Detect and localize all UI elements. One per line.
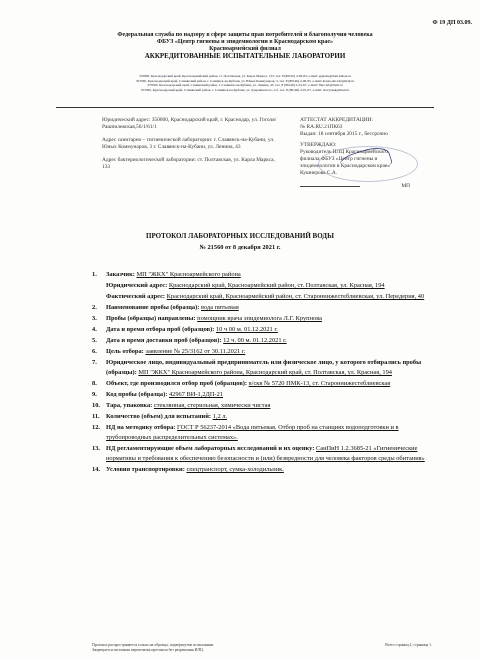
item-number: 7. — [92, 359, 97, 366]
item-value: помощник врача эпидемиолога Л.Г. Крупнова — [197, 315, 322, 322]
item-value: 12 ч. 00 м. 01.12.2021 г. — [223, 337, 287, 344]
item-label: Условия транспортировки: — [106, 466, 185, 473]
address-line: 353560, Краснодарский край, Славянский район, г. Славянск-на-Кубани, ул. Ленина, 43, тел. 8 (86146) 2-33-67, e-mail: fbuz-lab@mail.ru — [147, 83, 343, 88]
approve-label: УТВЕРЖДАЮ: — [300, 142, 337, 148]
bacterio-lab-address: Адрес бактериологической лаборатории: ст. Полтавская, ул. Карла Маркса, 133 — [102, 157, 275, 170]
item-label: Объект, где производился отбор проб (образцов): — [106, 380, 248, 387]
attestat-issued: Выдан: 18 сентября 2015 г., бессрочно — [300, 131, 388, 137]
list-item — [92, 303, 432, 313]
page-counter: Всего страниц 2; страница 1. — [385, 643, 432, 647]
list-item — [92, 379, 432, 389]
list-item — [92, 336, 432, 346]
org-line-1: Федеральная служба по надзору в сфере защиты прав потребителей и благополучия человека — [117, 32, 373, 38]
page-footer — [92, 643, 432, 653]
item-number: 5. — [92, 337, 97, 344]
list-item — [92, 423, 432, 443]
item-value: в/скв № 5720 ПМК-13, ст. Староннижестеблиевская — [248, 380, 391, 387]
footer-line-1: Протокол распространяется только на образцы, подвергнутые испытаниям. — [92, 643, 214, 647]
address-line: 353800, Краснодарский край, Красноармейский район, ст. Полтавская, ул. Карла Маркса, 133, тел. 8 (86165) 4-09-83, e-mail: gsjasnu@mail.kuban.ru — [139, 74, 351, 78]
approver-name: Кушнерова С.А. — [300, 170, 338, 176]
list-item — [92, 412, 432, 422]
header-divider — [56, 107, 434, 108]
list-item — [92, 292, 432, 302]
item-number: 6. — [92, 348, 97, 355]
item-value: спецтранспорт, сумка-холодильник. — [186, 466, 284, 473]
list-item — [92, 314, 432, 324]
protocol-title: ПРОТОКОЛ ЛАБОРАТОРНЫХ ИССЛЕДОВАНИЙ ВОДЫ — [146, 232, 334, 240]
item-value: 10 ч 00 м. 01.12.2021 г. — [215, 326, 278, 333]
item-number: 8. — [92, 380, 97, 387]
item-label: Юридическое лицо, индивидуальный предприниматель или физическое лицо, у которого отбирались пробы (образцы): — [106, 359, 422, 376]
list-item — [92, 444, 432, 464]
signature-line — [300, 186, 360, 187]
item-number: 4. — [92, 326, 97, 333]
item-value: 42967 ВИ-1,2ДП-21 — [168, 391, 224, 398]
item-label: Количество (объем) для испытаний: — [106, 413, 212, 420]
item-label: Тара, упаковка: — [106, 402, 153, 409]
item-label: Дата и время отбора проб (образцов): — [106, 326, 215, 333]
item-value: СанПиН 1.2.3685-21 «Гигиенические нормативы и требования к обеспечению безопасности и (или) безвредности для человека факторов среды обитания» — [106, 445, 425, 462]
item-label: Цель отбора: — [106, 348, 144, 355]
item-number: 10. — [92, 402, 100, 409]
approver-line: филиала ФБУЗ «Центр гигиены и — [300, 156, 378, 162]
org-line-3: Красноармейский филиал — [209, 46, 281, 52]
mp-label: МП — [401, 183, 411, 189]
item-number: 3. — [92, 315, 97, 322]
item-label: Фактический адрес: — [106, 293, 166, 300]
org-line-4: АККРЕДИТОВАННЫЕ ИСПЫТАТЕЛЬНЫЕ ЛАБОРАТОРИИ — [144, 52, 346, 60]
list-item — [92, 401, 432, 411]
list-item — [92, 347, 432, 357]
item-label: Заказчик: — [106, 271, 135, 278]
item-label: Юридический адрес: — [106, 282, 168, 289]
item-label: Дата и время доставки проб (образцов): — [106, 337, 222, 344]
item-value: ГОСТ Р 56237-2014 «Вода питьевая. Отбор проб на станциях водоподготовки и в трубопроводных распределительных системах». — [106, 424, 399, 441]
header-addresses — [58, 74, 432, 92]
org-line-2: ФБУЗ «Центр гигиены и эпидемиологии в Краснодарском крае» — [156, 39, 334, 45]
item-value: МП "ЖКХ" Красноармейского района, Краснодарский край, ст. Полтавская, ул. Красная, 194 — [138, 369, 392, 376]
item-value: Краснодарский край, Красноармейский район, ст. Староннижестеблиевская, ул. Передерия, 40 — [166, 293, 425, 300]
item-value: заявление № 25/3162 от 30.11.2021 г. — [145, 348, 246, 355]
item-label: Наименование пробы (образца): — [106, 304, 200, 311]
item-number: 2. — [92, 304, 97, 311]
attestat-title: АТТЕСТАТ АККРЕДИТАЦИИ: — [300, 117, 374, 123]
item-number: 9. — [92, 391, 97, 398]
list-item — [92, 358, 432, 378]
form-code: Ф 19 ДП 03.09. — [432, 20, 472, 26]
list-item — [92, 390, 432, 400]
item-number: 14. — [92, 466, 100, 473]
protocol-number: № 21560 от 8 декабря 2021 г. — [199, 244, 281, 251]
item-number: 1. — [92, 271, 97, 278]
list-item — [92, 325, 432, 335]
item-value: стеклянная, стерильная, химически чистая — [153, 402, 271, 409]
organization-header — [60, 32, 430, 60]
lab-addresses-block — [102, 117, 277, 177]
sanitary-lab-address: Адрес санитарно – гигиенической лаборатории: г. Славянск-на-Кубани, ул. Юных Коммунаров, 3 г. Славянск-на-Кубани, ул. Ленина, 43 — [102, 137, 275, 150]
list-item — [92, 465, 432, 475]
footer-line-2: Запрещается частичная перепечатка протокола без разрешения ИЛЦ. — [92, 647, 204, 652]
protocol-items — [92, 270, 432, 476]
list-item — [92, 281, 432, 291]
address-line: 353560, Краснодарский край, Славянский район, г. Славянск-на-Кубани, ул. Дзержинского, 2-б, тел. 8 (86146) 4-01-07, e-mail: slavyansk@mail.ru — [140, 87, 350, 92]
legal-address: Юридический адрес: 350000, Краснодарский край, г. Краснодар, ул. Гоголя/Рашпилевская,56/1/61/1 — [102, 117, 277, 130]
item-label: НД регламентирующие объем лабораторных исследований и их оценку: — [106, 445, 315, 452]
item-value: вода питьевая — [201, 304, 239, 311]
item-value: МП "ЖКХ" Красноармейского района — [136, 271, 241, 278]
item-label: НД на методику отбора: — [106, 424, 176, 431]
item-value: 1,2 л. — [212, 413, 228, 420]
item-label: Код пробы (образца): — [106, 391, 168, 398]
list-item — [92, 270, 432, 280]
address-line: 353560, Краснодарский край, Славянский район, г. Славянск-на-Кубани, ул. Юных Коммунаров, 3, тел. 8 (86146) 4-09-95, e-mail: krasnodar-lab@mail.ru — [135, 78, 355, 83]
approver-line: Руководитель ИЛЦ Красноармейского — [300, 149, 388, 155]
item-number: 12. — [92, 424, 100, 431]
attestat-number: № RA.RU.21ПК63 — [300, 124, 343, 130]
item-number: 11. — [92, 413, 100, 420]
approver-line: эпидемиологии в Краснодарском крае» — [300, 163, 390, 169]
item-number: 13. — [92, 445, 100, 452]
item-value: Краснодарский край, Красноармейский район, ст. Полтавская, ул. Красная, 194 — [168, 282, 385, 289]
item-label: Пробы (образцы) направлены: — [106, 315, 196, 322]
